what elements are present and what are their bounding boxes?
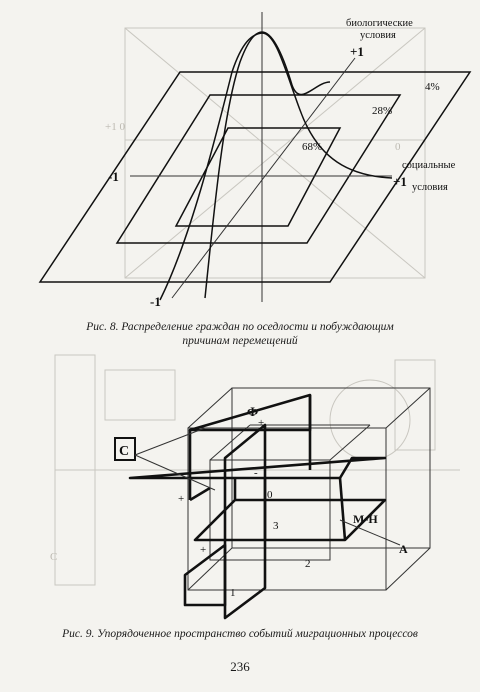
label-bio-line1: биологические	[346, 18, 413, 29]
biological-axis	[172, 58, 355, 298]
label-plus-lower: +	[200, 544, 207, 556]
figure-8-caption-line2: причинам перемещений	[182, 335, 298, 347]
label-68-percent: 68%	[302, 141, 323, 153]
label-minus1-bottom: -1	[150, 294, 161, 309]
distribution-curve-diagonal	[160, 33, 392, 300]
figure-9-diagram	[0, 338, 480, 638]
label-minus: -	[254, 467, 258, 479]
svg-text:+1 0: +1 0	[105, 121, 125, 133]
label-3: 3	[273, 520, 279, 532]
plane-28-percent	[117, 95, 400, 243]
label-1: 1	[230, 587, 236, 599]
label-plus-top: +	[258, 417, 265, 429]
label-A: А	[399, 542, 408, 556]
label-28-percent: 28%	[372, 105, 393, 117]
label-bio-line2: условия	[360, 30, 396, 41]
figure-8-diagram	[0, 0, 480, 330]
figure-9-caption: Рис. 9. Упорядоченное пространство событий миграционных процессов	[62, 628, 418, 640]
label-2: 2	[305, 558, 311, 570]
page-number: 236	[230, 659, 250, 674]
label-C: С	[119, 444, 130, 459]
label-plus1-top: +1	[350, 44, 364, 59]
label-plus1-right: +1	[393, 174, 407, 189]
show-through-background	[105, 28, 425, 278]
figure-8-caption-line1: Рис. 8. Распределение граждан по оседлости и побуждающим	[86, 321, 394, 333]
svg-text:0: 0	[395, 141, 401, 153]
connector-C-upper	[135, 428, 205, 455]
figure-9	[0, 338, 480, 638]
svg-text:C: C	[50, 551, 58, 563]
label-F: Ф	[247, 404, 259, 419]
label-MN: М-Н	[353, 512, 378, 526]
label-4-percent: 4%	[425, 81, 440, 93]
label-social-line2: условия	[412, 182, 448, 193]
label-minus1-left: -1	[108, 169, 119, 184]
figure-8	[0, 0, 480, 330]
label-0: 0	[267, 489, 273, 501]
label-plus-left: +	[178, 493, 185, 505]
label-social-line1: социальные	[402, 160, 456, 171]
